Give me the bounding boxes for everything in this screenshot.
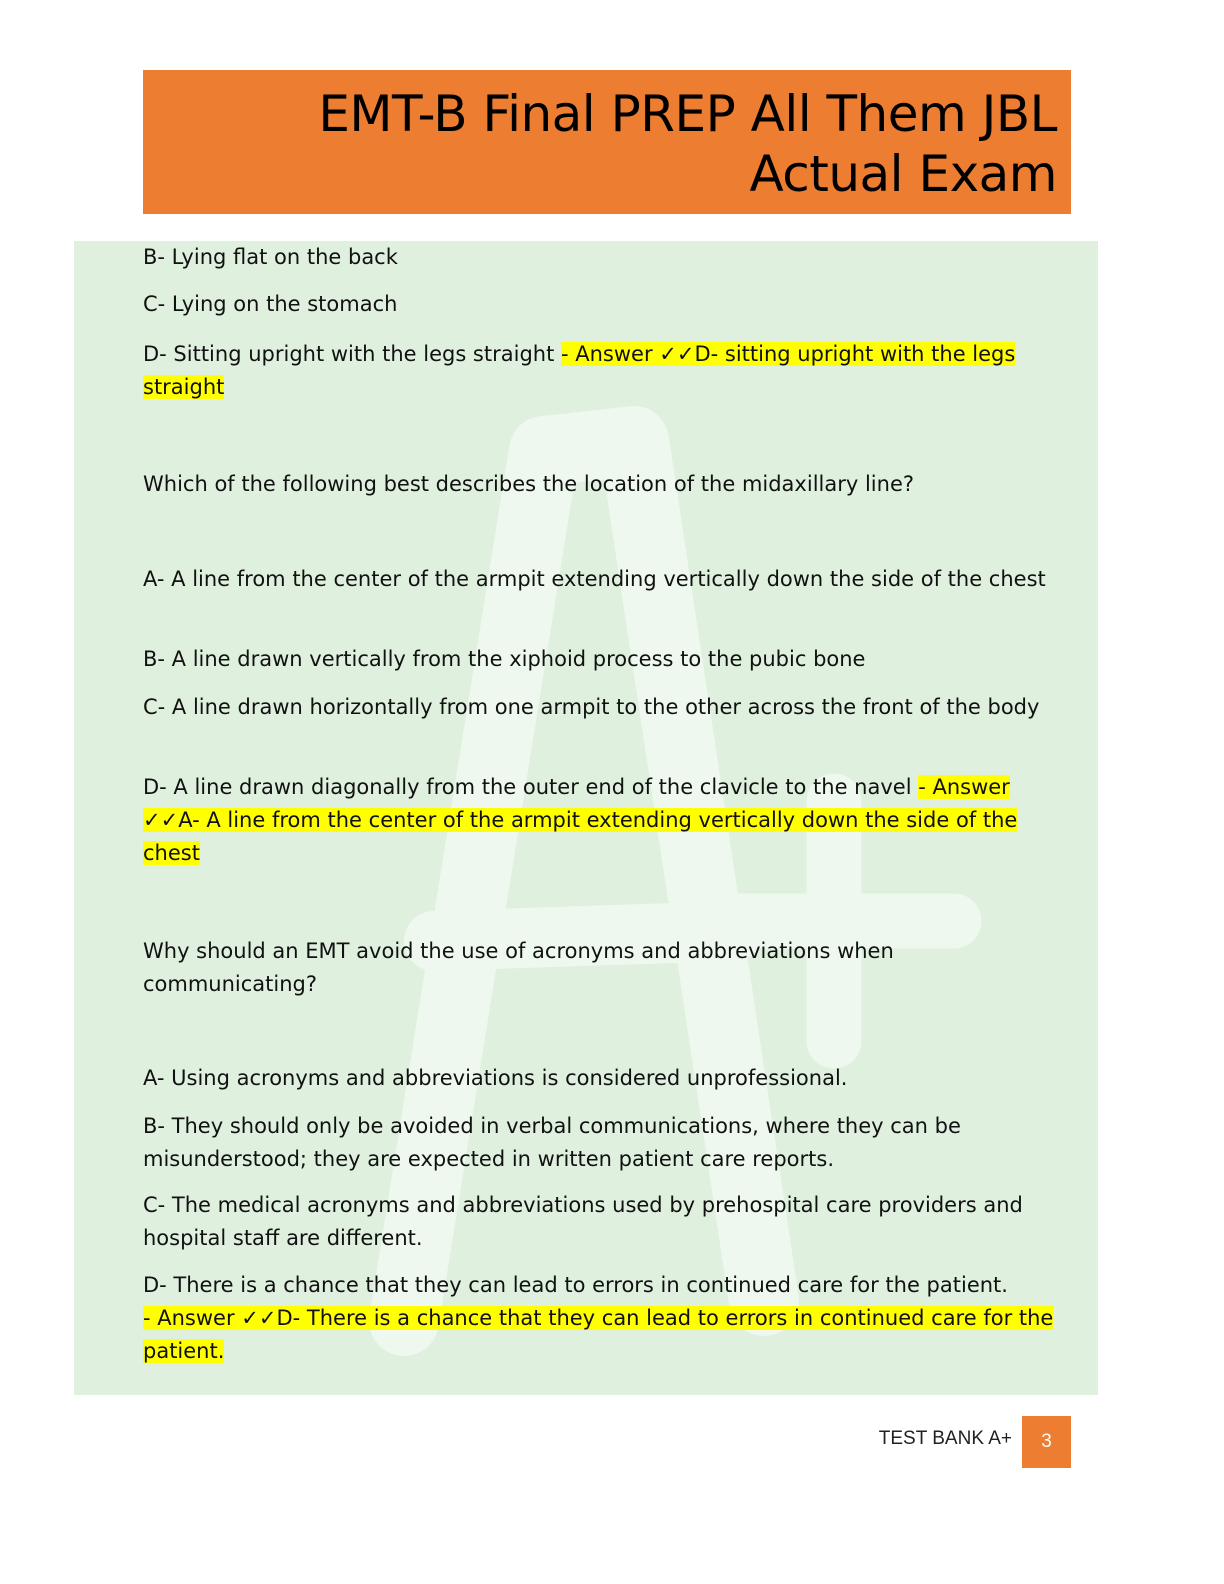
footer-label: TEST BANK A+ xyxy=(878,1428,1012,1449)
option-text: C- A line drawn horizontally from one armpit to the other across the front of the body xyxy=(143,695,1040,719)
answer-highlight: - Answer ✓✓D- sitting upright with the legs xyxy=(561,342,1016,366)
document-title-line2: Actual Exam xyxy=(749,145,1057,203)
document-title-line1: EMT-B Final PREP All Them JBL xyxy=(318,85,1057,143)
option-text: C- The medical acronyms and abbreviations used by prehospital care providers and hospital staff are different. xyxy=(143,1193,1023,1250)
option-text: A- A line from the center of the armpit extending vertically down the side of the chest xyxy=(143,567,1046,591)
option-text: C- Lying on the stomach xyxy=(143,292,398,316)
option-text: D- There is a chance that they can lead to errors in continued care for the patient. xyxy=(143,1273,1008,1297)
page-header xyxy=(143,70,1071,214)
option-text: B- Lying flat on the back xyxy=(143,245,398,269)
answer-highlight: - Answer ✓✓A- A line from the center of the armpit extending vertically down the side of the chest xyxy=(143,775,1018,865)
option-with-answer xyxy=(143,771,1073,870)
option-text: D- Sitting upright with the legs straight xyxy=(143,342,561,366)
option-with-answer xyxy=(143,338,1073,404)
question-text: Why should an EMT avoid the use of acronyms and abbreviations when communicating? xyxy=(143,939,894,996)
option-text: D- A line drawn diagonally from the outer end of the clavicle to the navel xyxy=(143,775,919,799)
option-text: B- A line drawn vertically from the xiphoid process to the pubic bone xyxy=(143,647,866,671)
answer-highlight: - Answer ✓✓D- There is a chance that they can lead to errors in continued care for the patient. xyxy=(143,1306,1054,1363)
page-number: 3 xyxy=(1022,1416,1071,1468)
option-text: B- They should only be avoided in verbal communications, where they can be misunderstood; they are expected in written patient care reports. xyxy=(143,1114,961,1171)
answer-highlight: straight xyxy=(143,375,225,399)
question-text: Which of the following best describes the location of the midaxillary line? xyxy=(143,472,915,496)
option-with-answer xyxy=(143,1269,1073,1368)
option-text: A- Using acronyms and abbreviations is considered unprofessional. xyxy=(143,1066,848,1090)
